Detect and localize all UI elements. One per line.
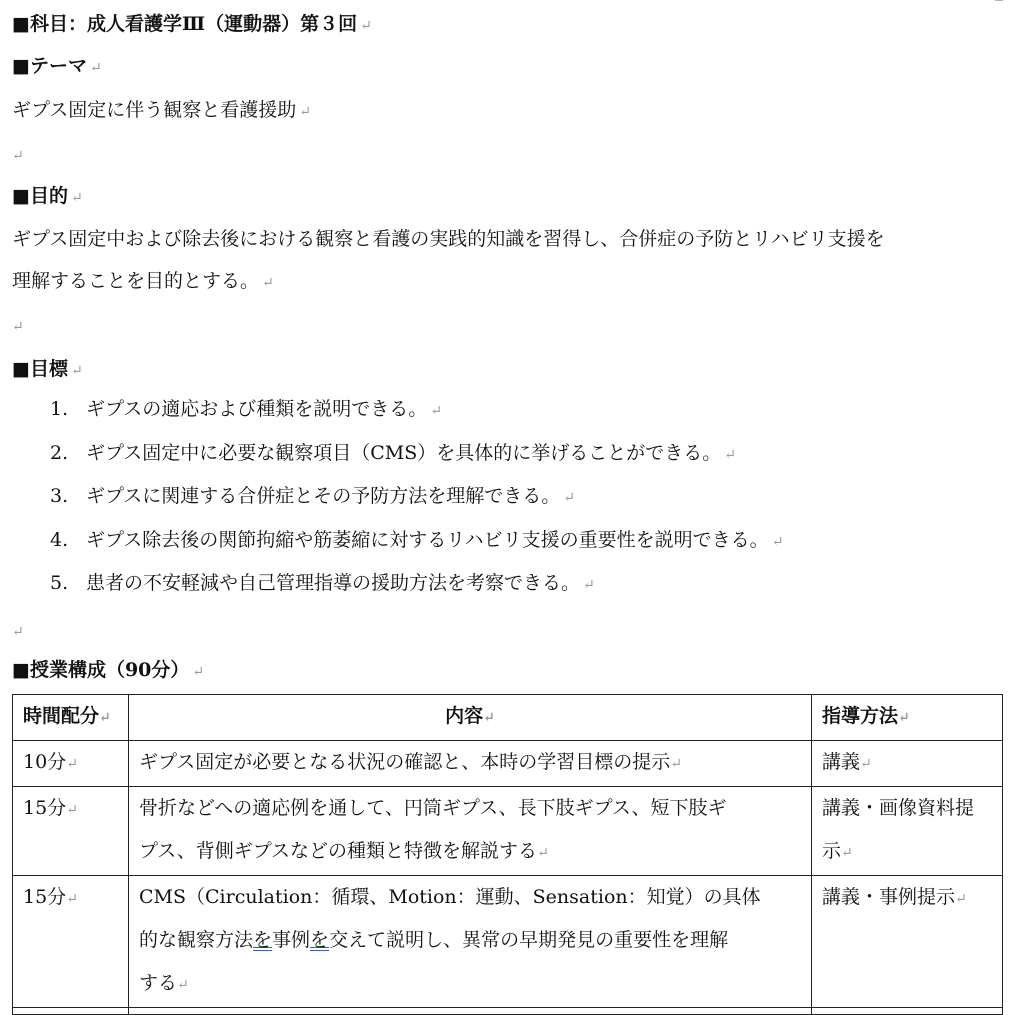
lesson-structure-table — [12, 694, 1003, 1015]
theme-label: ■テーマ ↵ — [12, 55, 102, 77]
subject-heading: ■科目：成人看護学Ⅲ（運動器）第３回 ↵ — [12, 13, 372, 35]
grammar-mark[interactable]: を — [310, 929, 330, 951]
goals-list — [50, 399, 783, 617]
header-time: 時間配分↵ — [13, 695, 129, 741]
cell-time: 15分↵ — [13, 876, 129, 1008]
purpose-label: ■目的 ↵ — [12, 185, 83, 207]
goal-item: 1. ギプスの適応および種類を説明できる。 ↵ — [50, 398, 442, 420]
cell-content: ギプス固定が必要となる状況の確認と、本時の学習目標の提示↵ — [129, 741, 812, 787]
cell-method: 講義・画像資料提 示↵ — [812, 787, 1003, 876]
empty-paragraph: ↵ — [12, 624, 24, 640]
empty-paragraph: ↵ — [12, 148, 24, 164]
goal-item: 5. 患者の不安軽減や自己管理指導の援助方法を考察できる。 ↵ — [50, 572, 595, 594]
cell-time: 10分↵ — [13, 741, 129, 787]
theme-text: ギプス固定に伴う観察と看護援助 ↵ — [12, 99, 311, 121]
purpose-text-line1: ギプス固定中および除去後における観察と看護の実践的知識を習得し、合併症の予防とリハビリ支援を — [12, 228, 885, 250]
header-content: 内容↵ — [129, 695, 812, 741]
goal-item: 2. ギプス固定中に必要な観察項目（CMS）を具体的に挙げることができる。 ↵ — [50, 441, 736, 464]
goals-label: ■目標 ↵ — [12, 358, 83, 380]
cell-content: 骨折などへの適応例を通して、円筒ギプス、長下肢ギプス、短下肢ギ プス、背側ギプスなどの種類と特徴を解説する↵ — [129, 787, 812, 876]
structure-label: ■授業構成（90分） ↵ — [12, 659, 205, 681]
table-row — [13, 876, 1003, 1008]
header-method: 指導方法↵ — [812, 695, 1003, 741]
cell-time: 15分↵ — [13, 787, 129, 876]
table-row — [13, 787, 1003, 876]
grammar-mark[interactable]: を — [253, 929, 273, 951]
goal-item: 4. ギプス除去後の関節拘縮や筋萎縮に対するリハビリ支援の重要性を説明できる。 ↵ — [50, 528, 784, 551]
table-row — [13, 741, 1003, 787]
purpose-text-line2: 理解することを目的とする。 ↵ — [12, 270, 274, 292]
goal-item: 3. ギプスに関連する合併症とその予防方法を理解できる。 ↵ — [50, 485, 575, 507]
cell-method: 講義・事例提示↵ — [812, 876, 1003, 1008]
cell-method: 講義↵ — [812, 741, 1003, 787]
empty-paragraph: ↵ — [12, 319, 24, 335]
page-corner-mark — [995, 0, 1003, 3]
table-header-row — [13, 695, 1003, 741]
cell-content: CMS（Circulation：循環、Motion：運動、Sensation：知覚）の具体 的な観察方法を事例を交えて説明し、異常の早期発見の重要性を理解 する↵ — [129, 876, 812, 1008]
